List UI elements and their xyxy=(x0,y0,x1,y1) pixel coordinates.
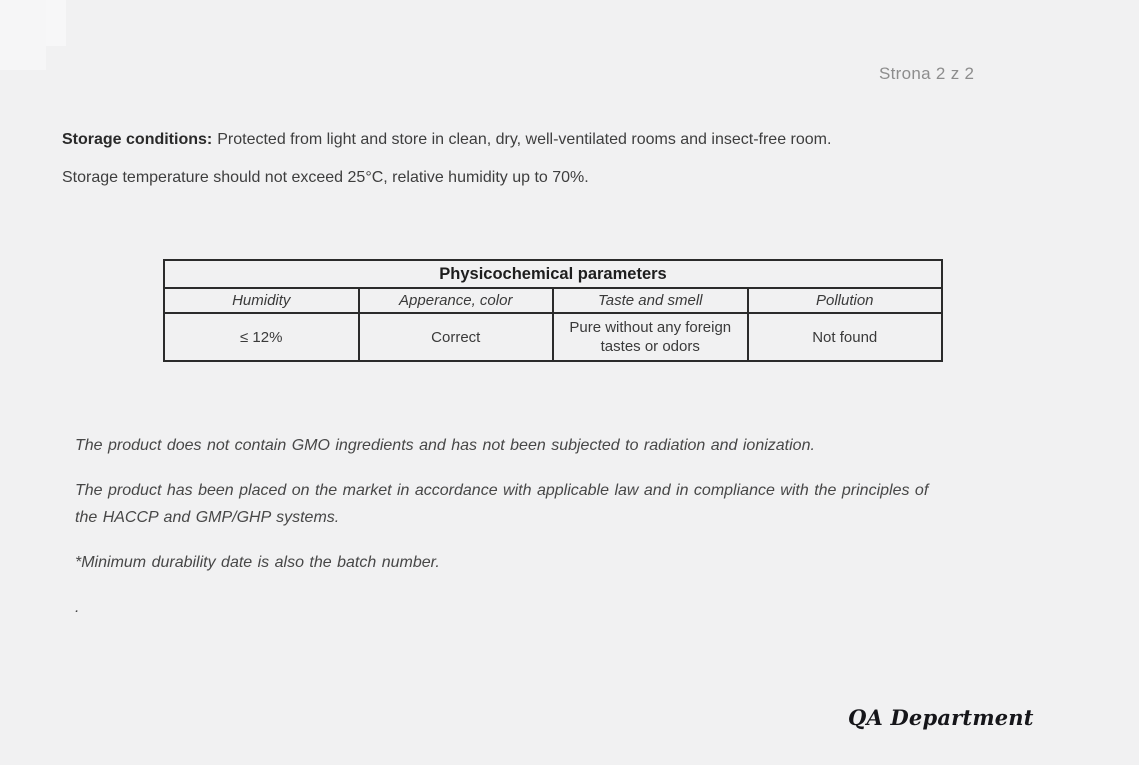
cell-taste-value xyxy=(553,313,748,361)
storage-conditions-label: Storage conditions: xyxy=(62,131,213,148)
table-title: Physicochemical parameters xyxy=(164,260,942,288)
storage-temperature-line: Storage temperature should not exceed 25°C, relative humidity up to 70%. xyxy=(62,169,589,186)
cell-taste-value-text: Pure without any foreign tastes or odors xyxy=(569,319,732,355)
notes-section xyxy=(75,432,937,639)
compliance-note: The product has been placed on the market in accordance with applicable law and in compliance with the principles of the HACCP and GMP/GHP systems. xyxy=(75,482,929,526)
parameters-table xyxy=(163,259,943,362)
stray-dot: . xyxy=(75,599,80,616)
scan-corner-artifact xyxy=(0,0,46,70)
qa-department-signature: QA Department xyxy=(848,705,1034,730)
column-header-taste: Taste and smell xyxy=(553,288,748,313)
storage-conditions-text: Protected from light and store in clean, dry, well-ventilated rooms and insect-free room. xyxy=(217,131,832,148)
cell-appearance-value: Correct xyxy=(359,313,554,361)
column-header-humidity: Humidity xyxy=(164,288,359,313)
column-header-pollution: Pollution xyxy=(748,288,943,313)
storage-conditions-paragraph xyxy=(62,121,1097,197)
table-title-row xyxy=(164,260,942,288)
table-data-row xyxy=(164,313,942,361)
table-header-row xyxy=(164,288,942,313)
column-header-appearance: Apperance, color xyxy=(359,288,554,313)
cell-pollution-value: Not found xyxy=(748,313,943,361)
storage-conditions-line1 xyxy=(62,121,1097,159)
cell-humidity-value: ≤ 12% xyxy=(164,313,359,361)
page-number: Strona 2 z 2 xyxy=(879,64,975,83)
durability-note: *Minimum durability date is also the batch number. xyxy=(75,554,440,571)
gmo-note: The product does not contain GMO ingredients and has not been subjected to radiation and ionization. xyxy=(75,437,815,454)
